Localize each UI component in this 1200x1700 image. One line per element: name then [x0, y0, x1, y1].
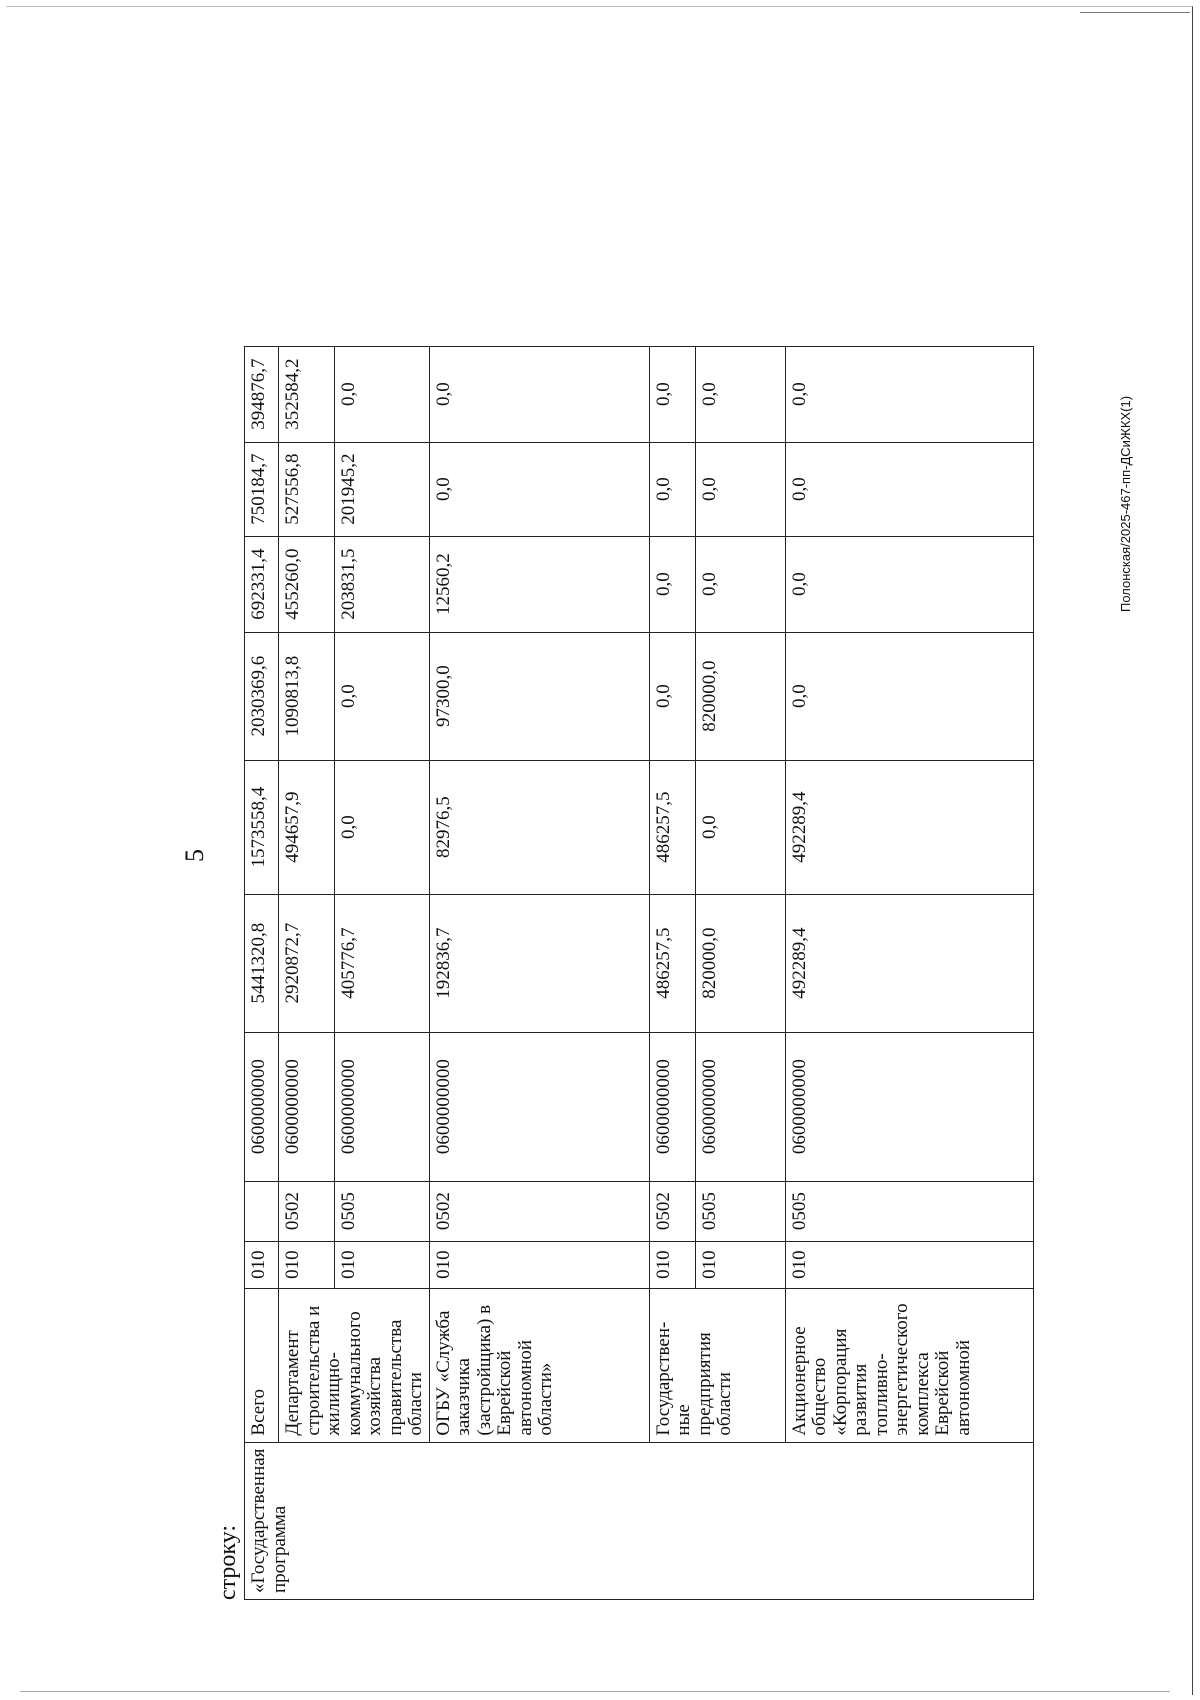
target-code-cell: 0600000000	[245, 1032, 279, 1181]
value-cell: 1573558,4	[245, 760, 279, 894]
value-cell: 0,0	[785, 632, 1033, 760]
value-cell: 0,0	[785, 536, 1033, 632]
section-cell: 0505	[785, 1181, 1033, 1241]
value-cell: 0,0	[785, 442, 1033, 536]
table-row	[649, 346, 695, 1599]
value-cell: 394876,7	[245, 346, 279, 442]
value-cell: 192836,7	[429, 894, 649, 1032]
org-cell: Департамент строительства и жилищно- коммунального хозяйства правительства области	[279, 1288, 430, 1442]
value-cell: 0,0	[695, 346, 785, 442]
value-cell: 455260,0	[279, 536, 335, 632]
value-cell: 0,0	[334, 632, 429, 760]
value-cell: 820000,0	[695, 894, 785, 1032]
code-cell: 010	[334, 1241, 429, 1288]
section-cell: 0505	[695, 1181, 785, 1241]
target-code-cell: 0600000000	[649, 1032, 695, 1181]
value-cell: 0,0	[334, 346, 429, 442]
value-cell: 352584,2	[279, 346, 335, 442]
value-cell: 692331,4	[245, 536, 279, 632]
value-cell: 492289,4	[785, 760, 1033, 894]
value-cell: 5441320,8	[245, 894, 279, 1032]
code-cell: 010	[279, 1241, 335, 1288]
section-cell: 0502	[649, 1181, 695, 1241]
value-cell: 0,0	[695, 442, 785, 536]
table-row	[785, 346, 1033, 1599]
code-cell: 010	[245, 1241, 279, 1288]
program-label: «Государственная программа	[245, 1442, 1034, 1599]
target-code-cell: 0600000000	[334, 1032, 429, 1181]
page-number: 5	[180, 849, 209, 862]
value-cell: 2920872,7	[279, 894, 335, 1032]
value-cell: 0,0	[334, 760, 429, 894]
value-cell: 750184,7	[245, 442, 279, 536]
value-cell: 12560,2	[429, 536, 649, 632]
value-cell: 527556,8	[279, 442, 335, 536]
org-cell: Всего	[245, 1288, 279, 1442]
value-cell: 0,0	[695, 536, 785, 632]
document-footer: Полонская/2025-467-пп-ДСиЖКХ(1)	[1118, 395, 1133, 612]
table-row	[279, 346, 335, 1599]
target-code-cell: 0600000000	[785, 1032, 1033, 1181]
value-cell: 0,0	[695, 760, 785, 894]
section-cell: 0502	[279, 1181, 335, 1241]
value-cell: 82976,5	[429, 760, 649, 894]
value-cell: 820000,0	[695, 632, 785, 760]
value-cell: 203831,5	[334, 536, 429, 632]
value-cell: 0,0	[649, 632, 695, 760]
value-cell: 2030369,6	[245, 632, 279, 760]
org-cell: Государствен- ные предприятия области	[649, 1288, 785, 1442]
value-cell: 1090813,8	[279, 632, 335, 760]
target-code-cell: 0600000000	[695, 1032, 785, 1181]
section-cell: 0502	[429, 1181, 649, 1241]
section-cell: 0505	[334, 1181, 429, 1241]
value-cell: 0,0	[649, 536, 695, 632]
section-cell	[245, 1181, 279, 1241]
value-cell: 0,0	[785, 346, 1033, 442]
lead-text: строку:	[215, 1524, 241, 1600]
code-cell: 010	[429, 1241, 649, 1288]
code-cell: 010	[785, 1241, 1033, 1288]
value-cell: 97300,0	[429, 632, 649, 760]
org-cell: ОГБУ «Служба заказчика (застройщика) в Еврейской автономной области»	[429, 1288, 649, 1442]
value-cell: 0,0	[649, 442, 695, 536]
value-cell: 405776,7	[334, 894, 429, 1032]
code-cell: 010	[649, 1241, 695, 1288]
value-cell: 494657,9	[279, 760, 335, 894]
target-code-cell: 0600000000	[279, 1032, 335, 1181]
target-code-cell: 0600000000	[429, 1032, 649, 1181]
code-cell: 010	[695, 1241, 785, 1288]
org-cell: Акционерное общество «Корпорация развития топливно- энергетического комплекса Еврейской автономной	[785, 1288, 1033, 1442]
budget-table	[244, 346, 1034, 1600]
value-cell: 0,0	[649, 346, 695, 442]
value-cell: 0,0	[429, 346, 649, 442]
value-cell: 0,0	[429, 442, 649, 536]
table-row	[245, 346, 279, 1599]
value-cell: 492289,4	[785, 894, 1033, 1032]
value-cell: 201945,2	[334, 442, 429, 536]
value-cell: 486257,5	[649, 760, 695, 894]
value-cell: 486257,5	[649, 894, 695, 1032]
table-row	[429, 346, 649, 1599]
